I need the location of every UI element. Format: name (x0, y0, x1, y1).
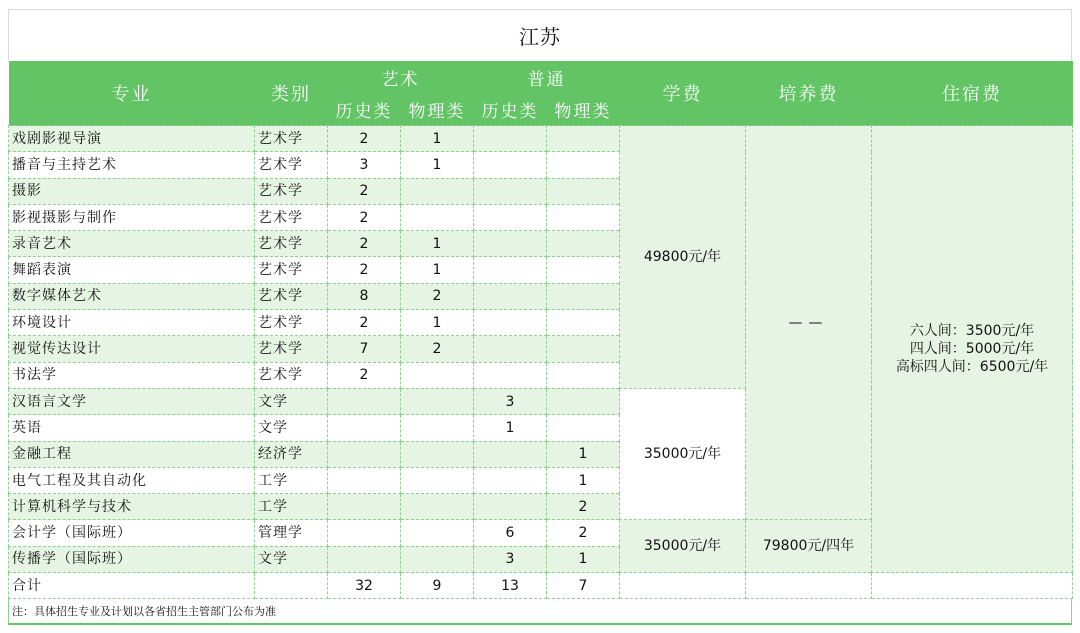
category-cell: 经济学 (255, 441, 328, 467)
total-general-history: 13 (474, 573, 547, 599)
major-cell: 播音与主持艺术 (9, 152, 255, 178)
admission-plan-sheet (8, 9, 1072, 625)
total-label: 合计 (9, 573, 255, 599)
total-art-history: 32 (328, 573, 401, 599)
dorm-fee-cell (872, 126, 1073, 573)
total-row (9, 573, 1073, 599)
general-physics-cell (547, 310, 620, 336)
category-cell: 艺术学 (255, 204, 328, 230)
art-history-cell: 2 (328, 257, 401, 283)
category-cell: 文学 (255, 415, 328, 441)
general-physics-cell: 2 (547, 520, 620, 546)
art-history-cell (328, 467, 401, 493)
major-cell: 数字媒体艺术 (9, 283, 255, 309)
major-cell: 舞蹈表演 (9, 257, 255, 283)
major-cell: 书法学 (9, 362, 255, 388)
art-history-cell: 2 (328, 126, 401, 152)
general-history-cell (474, 310, 547, 336)
tuition-art: 49800元/年 (620, 126, 746, 389)
major-cell: 金融工程 (9, 441, 255, 467)
category-cell: 艺术学 (255, 152, 328, 178)
general-history-cell: 1 (474, 415, 547, 441)
art-physics-cell: 2 (401, 283, 474, 309)
general-physics-cell (547, 126, 620, 152)
total-training-cell (746, 573, 872, 599)
table-row (9, 126, 1073, 152)
art-history-cell: 2 (328, 204, 401, 230)
general-physics-cell: 1 (547, 546, 620, 572)
general-physics-cell (547, 283, 620, 309)
art-physics-cell: 2 (401, 336, 474, 362)
art-history-cell (328, 441, 401, 467)
general-physics-cell (547, 388, 620, 414)
category-cell: 艺术学 (255, 336, 328, 362)
general-physics-cell: 1 (547, 467, 620, 493)
major-cell: 会计学（国际班） (9, 520, 255, 546)
major-cell: 传播学（国际班） (9, 546, 255, 572)
general-history-cell (474, 231, 547, 257)
art-physics-cell (401, 415, 474, 441)
general-physics-cell: 1 (547, 441, 620, 467)
header-art: 艺术 (328, 61, 474, 93)
art-history-cell: 8 (328, 283, 401, 309)
general-physics-cell (547, 231, 620, 257)
total-tuition-cell (620, 573, 746, 599)
major-cell: 汉语言文学 (9, 388, 255, 414)
general-history-cell (474, 126, 547, 152)
art-history-cell (328, 546, 401, 572)
tuition-general: 35000元/年 (620, 388, 746, 519)
major-cell: 戏剧影视导演 (9, 126, 255, 152)
category-cell: 艺术学 (255, 283, 328, 309)
dorm-premium-four-room: 高标四人间：6500元/年 (895, 359, 1049, 376)
art-history-cell (328, 494, 401, 520)
category-cell: 管理学 (255, 520, 328, 546)
art-history-cell (328, 388, 401, 414)
art-history-cell (328, 520, 401, 546)
header-training-fee: 培养费 (746, 61, 872, 126)
tuition-intl: 35000元/年 (620, 520, 746, 573)
art-physics-cell (401, 362, 474, 388)
major-cell: 影视摄影与制作 (9, 204, 255, 230)
major-cell: 摄影 (9, 178, 255, 204)
category-cell: 艺术学 (255, 257, 328, 283)
general-history-cell (474, 467, 547, 493)
total-category-cell (255, 573, 328, 599)
art-history-cell: 2 (328, 310, 401, 336)
general-history-cell (474, 178, 547, 204)
art-physics-cell: 1 (401, 126, 474, 152)
art-physics-cell (401, 441, 474, 467)
header-art-history: 历史类 (328, 93, 401, 126)
category-cell: 艺术学 (255, 310, 328, 336)
category-cell: 艺术学 (255, 362, 328, 388)
general-physics-cell (547, 336, 620, 362)
general-physics-cell (547, 204, 620, 230)
art-history-cell: 2 (328, 231, 401, 257)
category-cell: 工学 (255, 467, 328, 493)
major-cell: 计算机科学与技术 (9, 494, 255, 520)
major-cell: 环境设计 (9, 310, 255, 336)
general-history-cell: 3 (474, 546, 547, 572)
total-dorm-cell (872, 573, 1073, 599)
art-physics-cell: 1 (401, 257, 474, 283)
art-history-cell: 2 (328, 178, 401, 204)
art-physics-cell (401, 520, 474, 546)
training-fee-intl: 79800元/四年 (746, 520, 872, 573)
general-history-cell (474, 441, 547, 467)
art-history-cell: 2 (328, 362, 401, 388)
general-history-cell (474, 204, 547, 230)
art-history-cell: 3 (328, 152, 401, 178)
general-physics-cell (547, 178, 620, 204)
plan-table (8, 61, 1073, 599)
art-physics-cell (401, 388, 474, 414)
category-cell: 艺术学 (255, 231, 328, 257)
general-history-cell (474, 257, 547, 283)
general-physics-cell (547, 362, 620, 388)
art-history-cell (328, 415, 401, 441)
general-history-cell (474, 336, 547, 362)
art-physics-cell (401, 546, 474, 572)
dorm-four-room: 四人间：5000元/年 (909, 341, 1035, 358)
art-physics-cell (401, 178, 474, 204)
category-cell: 艺术学 (255, 178, 328, 204)
art-history-cell: 7 (328, 336, 401, 362)
general-physics-cell (547, 257, 620, 283)
page-title: 江苏 (519, 25, 561, 49)
general-physics-cell (547, 152, 620, 178)
category-cell: 文学 (255, 546, 328, 572)
major-cell: 视觉传达设计 (9, 336, 255, 362)
art-physics-cell: 1 (401, 231, 474, 257)
art-physics-cell: 1 (401, 310, 474, 336)
training-fee-none: —— (746, 126, 872, 520)
header-category: 类别 (255, 61, 328, 126)
art-physics-cell: 1 (401, 152, 474, 178)
art-physics-cell (401, 204, 474, 230)
general-history-cell: 3 (474, 388, 547, 414)
category-cell: 艺术学 (255, 126, 328, 152)
dorm-six-room: 六人间：3500元/年 (909, 323, 1035, 340)
header-general-history: 历史类 (474, 93, 547, 126)
major-cell: 录音艺术 (9, 231, 255, 257)
category-cell: 文学 (255, 388, 328, 414)
general-history-cell (474, 283, 547, 309)
header-dorm-fee: 住宿费 (872, 61, 1073, 126)
category-cell: 工学 (255, 494, 328, 520)
art-physics-cell (401, 494, 474, 520)
title-bar (8, 9, 1072, 61)
total-art-physics: 9 (401, 573, 474, 599)
header-tuition: 学费 (620, 61, 746, 126)
general-physics-cell (547, 415, 620, 441)
header-general: 普通 (474, 61, 620, 93)
header-major: 专业 (9, 61, 255, 126)
header-art-physics: 物理类 (401, 93, 474, 126)
header-general-physics: 物理类 (547, 93, 620, 126)
total-general-physics: 7 (547, 573, 620, 599)
general-physics-cell: 2 (547, 494, 620, 520)
art-physics-cell (401, 467, 474, 493)
general-history-cell (474, 362, 547, 388)
major-cell: 英语 (9, 415, 255, 441)
footnote: 注：具体招生专业及计划以各省招生主管部门公布为准 (8, 599, 1072, 625)
general-history-cell (474, 494, 547, 520)
major-cell: 电气工程及其自动化 (9, 467, 255, 493)
general-history-cell (474, 152, 547, 178)
general-history-cell: 6 (474, 520, 547, 546)
